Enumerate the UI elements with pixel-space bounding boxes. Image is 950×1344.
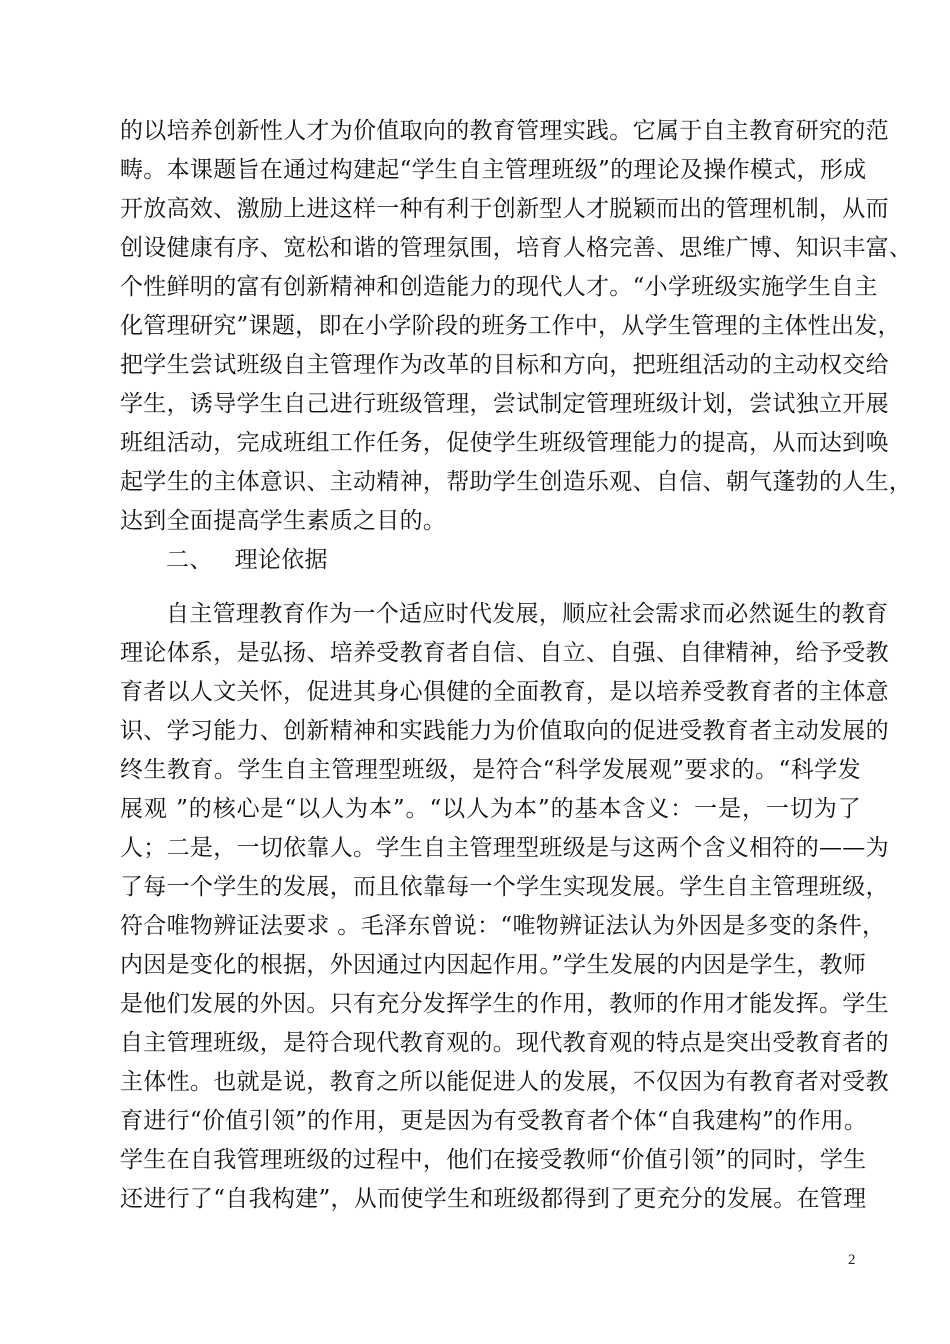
paragraph-line: 展观 ”的核心是“以人为本”。“以人为本”的基本含义：一是，一切为了 <box>120 796 861 822</box>
paragraph-line: 个性鲜明的富有创新精神和创造能力的现代人才。“小学班级实施学生自主 <box>120 274 878 300</box>
paragraph-line: 了每一个学生的发展，而且依靠每一个学生实现发展。学生自主管理班级， <box>120 874 889 900</box>
paragraph-line: 达到全面提高学生素质之目的。 <box>120 508 447 534</box>
paragraph-line: 畴。本课题旨在通过构建起“学生自主管理班级”的理论及操作模式，形成 <box>120 157 867 183</box>
paragraph-line: 创设健康有序、宽松和谐的管理氛围，培育人格完善、思维广博、知识丰富、 <box>120 235 913 261</box>
paragraph-line: 理论体系，是弘扬、培养受教育者自信、自立、自强、自律精神，给予受教 <box>120 640 889 666</box>
paragraph-line: 化管理研究”课题，即在小学阶段的班务工作中，从学生管理的主体性出发， <box>120 313 901 339</box>
paragraph-line: 人；二是，一切依靠人。学生自主管理型班级是与这两个含义相符的——为 <box>120 835 889 861</box>
paragraph-line: 符合唯物辨证法要求 。毛泽东曾说：“唯物辨证法认为外因是多变的条件， <box>120 913 886 939</box>
paragraph-line: 班组活动，完成班组工作任务，促使学生班级管理能力的提高，从而达到唤 <box>120 430 889 456</box>
paragraph-line: 开放高效、激励上进这样一种有利于创新型人才脱颖而出的管理机制，从而 <box>120 196 889 222</box>
paragraph-line: 识、学习能力、创新精神和实践能力为价值取向的促进受教育者主动发展的 <box>120 718 889 744</box>
paragraph-line: 自主管理教育作为一个适应时代发展，顺应社会需求而必然诞生的教育 <box>166 601 889 627</box>
document-body <box>120 112 913 1219</box>
paragraph-line: 内因是变化的根据，外因通过内因起作用。”学生发展的内因是学生，教师 <box>120 952 867 978</box>
paragraph-line: 育者以人文关怀，促进其身心俱健的全面教育，是以培养受教育者的主体意 <box>120 679 889 705</box>
paragraph-line: 自主管理班级，是符合现代教育观的。现代教育观的特点是突出受教育者的 <box>120 1030 889 1056</box>
paragraph-line: 主体性。也就是说，教育之所以能促进人的发展，不仅因为有教育者对受教 <box>120 1069 889 1095</box>
paragraph-line: 起学生的主体意识、主动精神，帮助学生创造乐观、自信、朝气蓬勃的人生， <box>120 469 913 495</box>
paragraph-purpose <box>120 112 913 541</box>
paragraph-line: 学生，诱导学生自己进行班级管理，尝试制定管理班级计划，尝试独立开展 <box>120 391 889 417</box>
paragraph-line: 学生在自我管理班级的过程中，他们在接受教师“价值引领”的同时，学生 <box>120 1147 867 1173</box>
paragraph-line: 还进行了“自我构建”，从而使学生和班级都得到了更充分的发展。在管理 <box>120 1186 867 1212</box>
paragraph-line: 是他们发展的外因。只有充分发挥学生的作用，教师的作用才能发挥。学生 <box>120 991 889 1017</box>
paragraph-theory <box>120 595 889 1219</box>
section-heading <box>120 541 861 580</box>
section-title: 理论依据 <box>234 547 328 573</box>
page-number: 2 <box>848 1252 856 1268</box>
section-number: 二、 <box>166 547 213 573</box>
paragraph-line: 的以培养创新性人才为价值取向的教育管理实践。它属于自主教育研究的范 <box>120 118 889 144</box>
paragraph-line: 把学生尝试班级自主管理作为改革的目标和方向，把班组活动的主动权交给 <box>120 352 889 378</box>
paragraph-line: 育进行“价值引领”的作用，更是因为有受教育者个体“自我建构”的作用。 <box>120 1108 868 1134</box>
paragraph-line: 终生教育。学生自主管理型班级，是符合“科学发展观”要求的。“科学发 <box>120 757 861 783</box>
